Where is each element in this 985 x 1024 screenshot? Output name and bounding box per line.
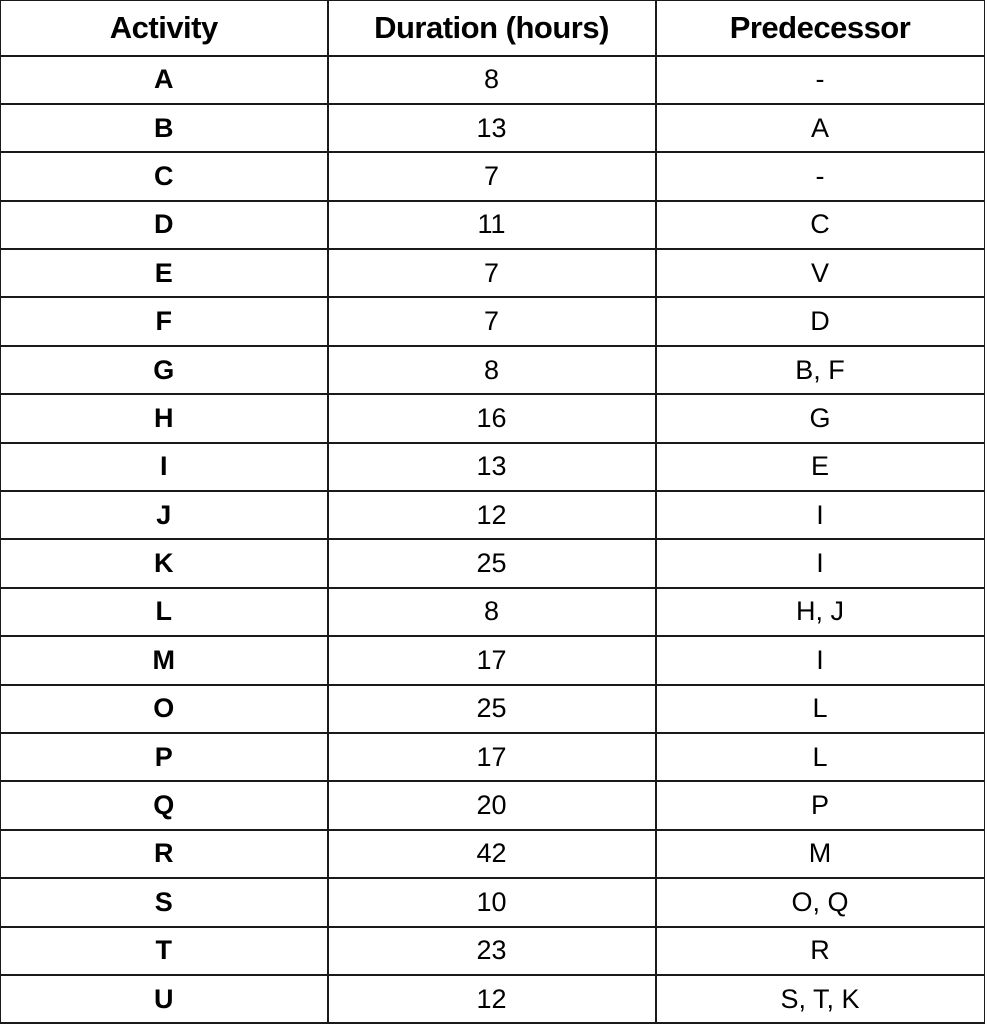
cell-duration: 8 bbox=[328, 588, 656, 636]
cell-activity: U bbox=[1, 975, 328, 1023]
table-row bbox=[1, 588, 985, 636]
cell-predecessor: S, T, K bbox=[656, 975, 985, 1023]
cell-activity: C bbox=[1, 152, 328, 200]
cell-duration: 25 bbox=[328, 685, 656, 733]
table-row bbox=[1, 539, 985, 587]
cell-predecessor: L bbox=[656, 733, 985, 781]
cell-activity: Q bbox=[1, 781, 328, 829]
header-predecessor: Predecessor bbox=[656, 1, 985, 56]
cell-duration: 8 bbox=[328, 346, 656, 394]
table-row bbox=[1, 975, 985, 1023]
cell-activity: E bbox=[1, 249, 328, 297]
cell-predecessor: D bbox=[656, 297, 985, 345]
cell-duration: 12 bbox=[328, 491, 656, 539]
table-row bbox=[1, 685, 985, 733]
table-row bbox=[1, 443, 985, 491]
cell-duration: 7 bbox=[328, 297, 656, 345]
table-row bbox=[1, 394, 985, 442]
cell-activity: J bbox=[1, 491, 328, 539]
cell-activity: B bbox=[1, 104, 328, 152]
cell-duration: 42 bbox=[328, 830, 656, 878]
table-header bbox=[1, 1, 985, 56]
table-row bbox=[1, 152, 985, 200]
cell-duration: 13 bbox=[328, 443, 656, 491]
table-row bbox=[1, 733, 985, 781]
header-duration: Duration (hours) bbox=[328, 1, 656, 56]
cell-duration: 16 bbox=[328, 394, 656, 442]
cell-activity: H bbox=[1, 394, 328, 442]
cell-predecessor: I bbox=[656, 539, 985, 587]
table-row bbox=[1, 781, 985, 829]
cell-duration: 8 bbox=[328, 56, 656, 104]
cell-predecessor: O, Q bbox=[656, 878, 985, 926]
cell-activity: R bbox=[1, 830, 328, 878]
cell-predecessor: I bbox=[656, 491, 985, 539]
table-body bbox=[1, 56, 985, 1024]
cell-activity: G bbox=[1, 346, 328, 394]
cell-activity: K bbox=[1, 539, 328, 587]
cell-duration: 17 bbox=[328, 733, 656, 781]
cell-activity: O bbox=[1, 685, 328, 733]
cell-duration: 10 bbox=[328, 878, 656, 926]
cell-predecessor: M bbox=[656, 830, 985, 878]
cell-predecessor: V bbox=[656, 249, 985, 297]
table-row bbox=[1, 56, 985, 104]
cell-predecessor: - bbox=[656, 56, 985, 104]
cell-predecessor: G bbox=[656, 394, 985, 442]
cell-duration: 20 bbox=[328, 781, 656, 829]
table-row bbox=[1, 297, 985, 345]
cell-activity: T bbox=[1, 927, 328, 975]
cell-predecessor: P bbox=[656, 781, 985, 829]
cell-activity: M bbox=[1, 636, 328, 684]
cell-predecessor: R bbox=[656, 927, 985, 975]
cell-predecessor: E bbox=[656, 443, 985, 491]
cell-duration: 13 bbox=[328, 104, 656, 152]
table-row bbox=[1, 927, 985, 975]
cell-predecessor: I bbox=[656, 636, 985, 684]
cell-predecessor: C bbox=[656, 201, 985, 249]
cell-activity: I bbox=[1, 443, 328, 491]
cell-duration: 25 bbox=[328, 539, 656, 587]
cell-predecessor: H, J bbox=[656, 588, 985, 636]
cell-activity: P bbox=[1, 733, 328, 781]
cell-duration: 7 bbox=[328, 249, 656, 297]
table-row bbox=[1, 878, 985, 926]
cell-duration: 23 bbox=[328, 927, 656, 975]
table-row bbox=[1, 249, 985, 297]
table-row bbox=[1, 491, 985, 539]
cell-predecessor: B, F bbox=[656, 346, 985, 394]
table-row bbox=[1, 636, 985, 684]
cell-predecessor: A bbox=[656, 104, 985, 152]
cell-predecessor: L bbox=[656, 685, 985, 733]
table-row bbox=[1, 346, 985, 394]
cell-activity: L bbox=[1, 588, 328, 636]
header-row bbox=[1, 1, 985, 56]
cell-activity: D bbox=[1, 201, 328, 249]
table-row bbox=[1, 104, 985, 152]
cell-duration: 7 bbox=[328, 152, 656, 200]
table-row bbox=[1, 830, 985, 878]
header-activity: Activity bbox=[1, 1, 328, 56]
cell-duration: 12 bbox=[328, 975, 656, 1023]
cell-predecessor: - bbox=[656, 152, 985, 200]
cell-duration: 17 bbox=[328, 636, 656, 684]
cell-duration: 11 bbox=[328, 201, 656, 249]
cell-activity: S bbox=[1, 878, 328, 926]
table-row bbox=[1, 201, 985, 249]
cell-activity: F bbox=[1, 297, 328, 345]
cell-activity: A bbox=[1, 56, 328, 104]
